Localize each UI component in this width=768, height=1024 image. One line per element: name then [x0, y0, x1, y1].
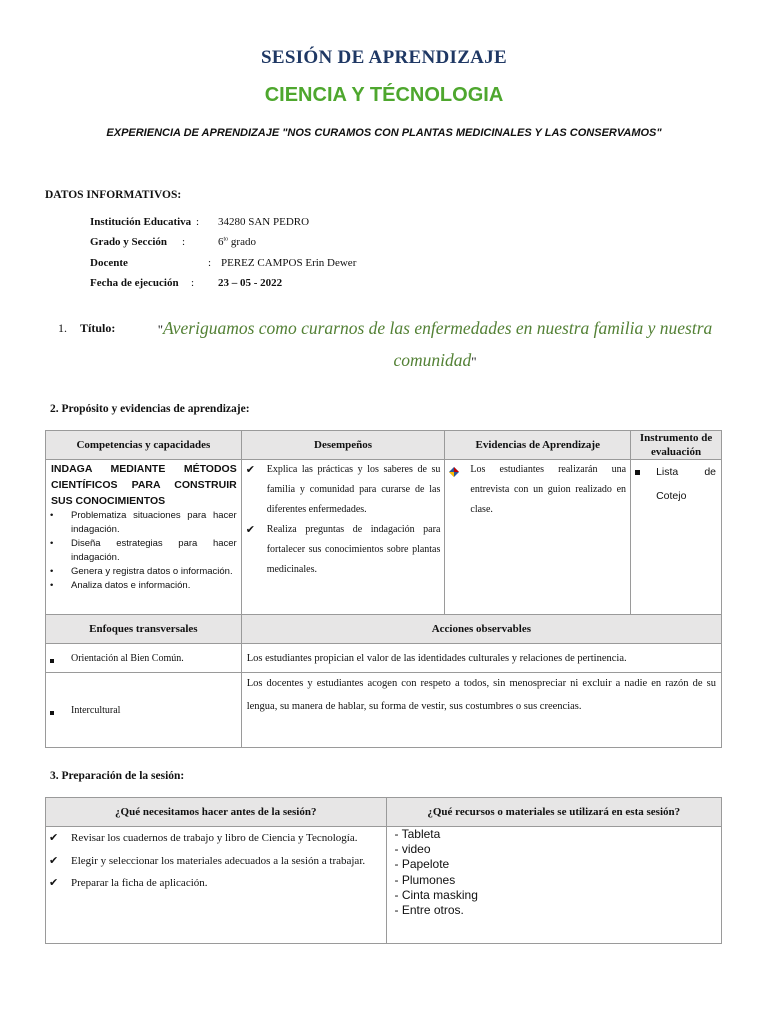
- header-materiales: ¿Qué recursos o materiales se utilizará en esta sesión?: [386, 798, 722, 827]
- info-sep: :: [182, 236, 186, 248]
- desempeno-text: Explica las prácticas y los saberes de su familia y comunidad para curarse de las diferentes enfermedades.: [266, 464, 441, 515]
- preparation-table: [45, 797, 722, 944]
- bullet-dot-icon: •: [50, 538, 54, 549]
- colored-diamond-bullet-icon: [449, 464, 459, 484]
- capacidad-text: Genera y registra datos o información.: [71, 566, 233, 577]
- list-item: - Entre otros.: [394, 903, 464, 918]
- info-row-grado: [90, 236, 490, 252]
- materiales-cell: [386, 827, 722, 944]
- enfoque-cell: [46, 644, 242, 673]
- experience-title: EXPERIENCIA DE APRENDIZAJE "NOS CURAMOS CON PLANTAS MEDICINALES Y LAS CONSERVAMOS": [106, 127, 662, 139]
- list-item: - video: [394, 842, 431, 857]
- bullet-dot-icon: •: [50, 510, 54, 521]
- checkmark-icon: ✔: [49, 854, 59, 867]
- list-item: [46, 827, 386, 850]
- list-item: [631, 460, 721, 508]
- list-item: [46, 579, 241, 593]
- purpose-table: [45, 430, 722, 748]
- list-item: [242, 460, 445, 520]
- info-value: [218, 236, 256, 248]
- square-bullet-icon: [50, 655, 54, 666]
- accion-cell: Los estudiantes propician el valor de las identidades culturales y relaciones de pertinencia.: [241, 644, 721, 673]
- grado-suffix: grado: [228, 236, 256, 248]
- topic-text: Averiguamos como curarnos de las enfermedades en nuestra familia y nuestra comunidad: [163, 318, 713, 370]
- instrumento-text: Lista de Cotejo: [656, 466, 716, 502]
- list-item: - Papelote: [394, 857, 450, 872]
- list-item: - Tableta: [394, 827, 441, 841]
- subject-title: CIENCIA Y TÉCNOLOGIA: [264, 84, 504, 106]
- enfoque-name: Orientación al Bien Común.: [71, 652, 184, 664]
- datos-heading: DATOS INFORMATIVOS:: [45, 189, 182, 201]
- info-sep: :: [191, 277, 195, 289]
- competencia-title: INDAGA MEDIANTE MÉTODOS CIENTÍFICOS PARA CONSTRUIR SUS CONOCIMIENTOS: [51, 463, 237, 507]
- bullet-dot-icon: •: [50, 580, 54, 591]
- capacidad-text: Problematiza situaciones para hacer indagación.: [71, 510, 237, 535]
- evidencia-text: Los estudiantes realizarán una entrevista con un guion realizado en clase.: [470, 464, 627, 515]
- info-sep: :: [208, 257, 212, 269]
- info-label: Fecha de ejecución: [90, 277, 179, 289]
- capacidad-text: Diseña estrategias para hacer indagación.: [71, 538, 237, 563]
- list-item: [445, 460, 630, 520]
- section-2-heading: 2. Propósito y evidencias de aprendizaje:: [50, 403, 250, 415]
- list-item: [46, 537, 241, 565]
- list-item: [46, 850, 386, 873]
- session-title: SESIÓN DE APRENDIZAJE: [261, 47, 507, 68]
- info-row-institucion: [90, 216, 490, 232]
- info-label: Grado y Sección: [90, 236, 167, 248]
- info-label: Institución Educativa: [90, 216, 192, 228]
- competencias-cell: [46, 460, 242, 615]
- list-item: [242, 520, 445, 580]
- info-value: 23 – 05 - 2022: [218, 277, 283, 289]
- square-bullet-icon: [635, 460, 640, 484]
- enfoque-name: Intercultural: [71, 704, 121, 716]
- section-number: 1.: [58, 321, 67, 335]
- bullet-dot-icon: •: [50, 566, 54, 577]
- info-sep: :: [196, 216, 200, 228]
- desempenos-cell: [241, 460, 445, 615]
- square-bullet-icon: [50, 707, 54, 718]
- checkmark-icon: ✔: [245, 524, 255, 536]
- checkmark-icon: ✔: [245, 464, 255, 476]
- header-enfoques: Enfoques transversales: [46, 615, 242, 644]
- info-value: PEREZ CAMPOS Erin Dewer: [221, 257, 357, 269]
- antes-text: Preparar la ficha de aplicación.: [71, 877, 208, 889]
- list-item: [46, 653, 241, 664]
- section-3-heading: 3. Preparación de la sesión:: [50, 770, 185, 782]
- section-1-label: [58, 321, 158, 337]
- header-antes: ¿Qué necesitamos hacer antes de la sesión?: [46, 798, 387, 827]
- enfoque-cell: [46, 673, 242, 748]
- desempeno-text: Realiza preguntas de indagación para fortalecer sus conocimientos sobre plantas medicinales.: [266, 524, 441, 575]
- header-instrumento: Instrumento de evaluación: [631, 431, 722, 460]
- header-desempenos: Desempeños: [241, 431, 445, 460]
- list-item: [46, 565, 241, 579]
- evidencias-cell: [445, 460, 631, 615]
- antes-cell: [46, 827, 387, 944]
- list-item: [46, 509, 241, 537]
- close-quote: ": [471, 354, 477, 369]
- accion-cell: Los docentes y estudiantes acogen con respeto a todos, sin menospreciar ni excluir a nadie en razón de su lengua, su manera de hablar, su forma de vestir, sus costumbres o sus creencias.: [241, 673, 721, 748]
- header-evidencias: Evidencias de Aprendizaje: [445, 431, 631, 460]
- antes-text: Revisar los cuadernos de trabajo y libro de Ciencia y Tecnología.: [71, 832, 358, 844]
- info-label: Docente: [90, 257, 128, 269]
- list-item: - Plumones: [394, 872, 456, 887]
- list-item: [46, 705, 241, 716]
- header-competencias: Competencias y capacidades: [46, 431, 242, 460]
- grado-sup: to: [223, 236, 229, 243]
- antes-text: Elegir y seleccionar los materiales adecuados a la sesión a trabajar.: [71, 854, 366, 867]
- info-row-fecha: [90, 277, 490, 293]
- open-quote: ": [157, 322, 164, 337]
- checkmark-icon: ✔: [49, 877, 59, 889]
- capacidad-text: Analiza datos e información.: [71, 580, 191, 591]
- info-value: 34280 SAN PEDRO: [218, 216, 310, 228]
- checkmark-icon: ✔: [49, 832, 59, 844]
- grado-number: 6: [218, 236, 224, 248]
- list-item: - Cinta masking: [394, 887, 478, 902]
- session-topic-title: [150, 313, 720, 377]
- list-item: [46, 872, 386, 895]
- header-acciones: Acciones observables: [241, 615, 721, 644]
- info-row-docente: [90, 257, 490, 273]
- section-label: Título:: [80, 321, 116, 335]
- instrumento-cell: [631, 460, 722, 615]
